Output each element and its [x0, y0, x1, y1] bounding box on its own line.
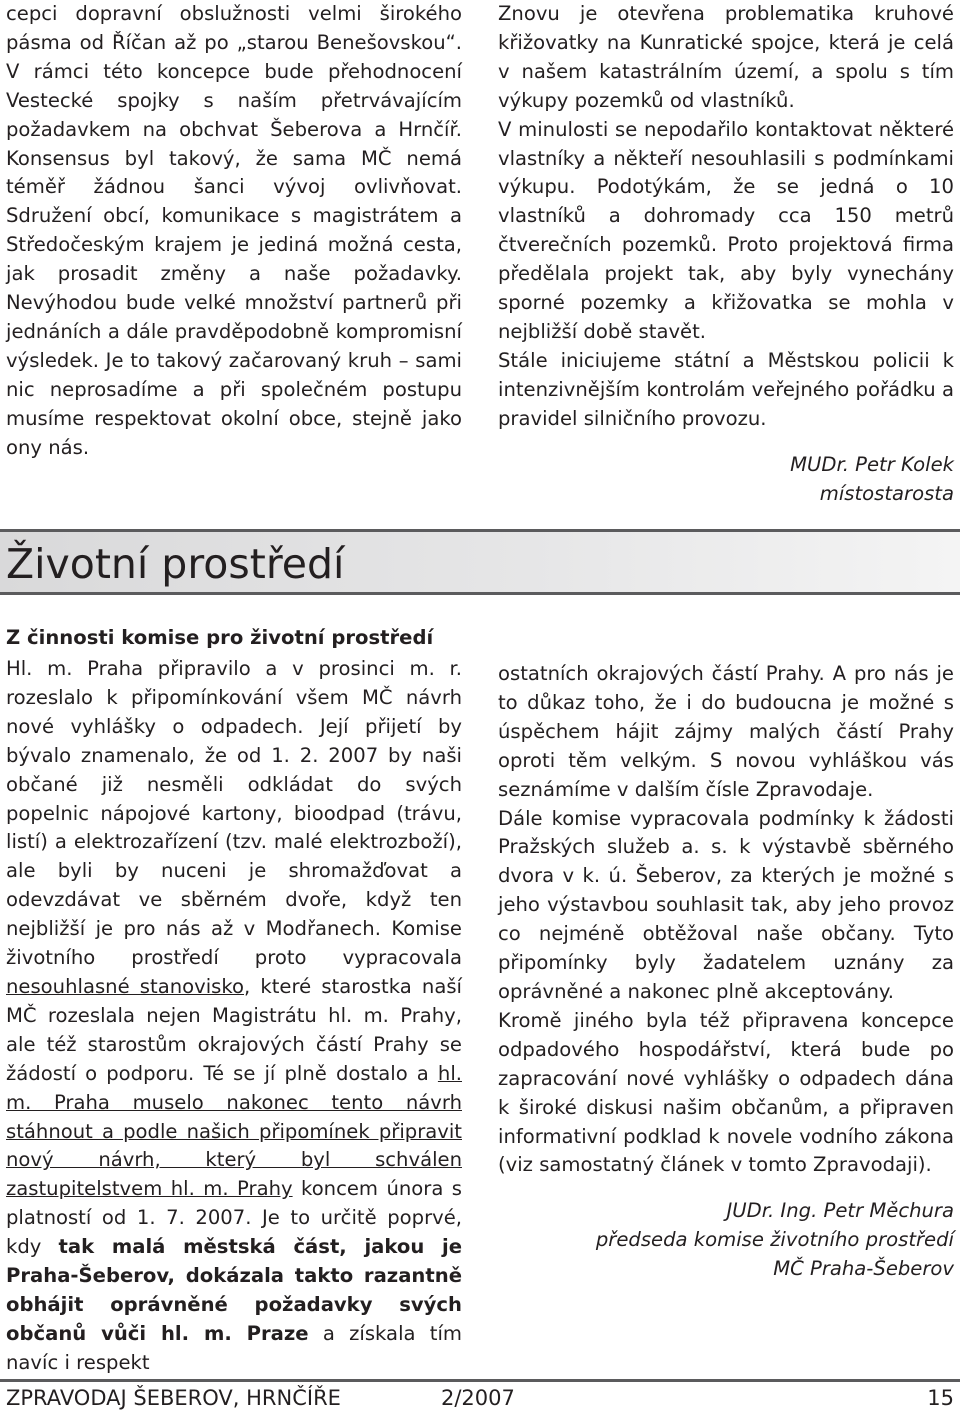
text-run: a získala tím navíc i respekt: [6, 1321, 462, 1374]
paragraph: Stále iniciujeme státní a Městskou policii k intenzivnějším kontrolám veřejného pořádku a pravidel silničního provozu.: [498, 348, 954, 430]
article-column-top-right: [498, 0, 954, 508]
paragraph: Znovu je otevřena problematika kruhové křižovatky na Kunratické spojce, která je celá v našem katastrálním území, a spolu s tím výkupy pozemků od vlastníků.: [498, 2, 954, 112]
paragraph: Kromě jiného byla též připravena koncepce odpadového hospodářství, která bude po zapracování nové vyhlášky o odpadech dána k široké diskusi našim občanům, a připraven informativní podklad k novele vodního zákona (viz samostatný článek v tomto Zpravodaji).: [498, 1008, 954, 1177]
signature-role: předseda komise životního prostředí: [595, 1228, 954, 1252]
paragraph: cepci dopravní obslužnosti velmi širokého pásma od Říčan až po „starou Benešovskou“. V rámci této koncepce bude přehodnocení Vestecké spojky s naším přetrvávajícím požadavkem na obchvat Šeberova a Hrnčíř. Konsensus byl takový, že sama MČ nemá téměř žádnou šanci vývoj ovlivňovat. Sdružení obcí, komunikace s magistrátem a Středočeským krajem je jediná možná cesta, jak prosadit změny a naše požadavky. Nevýhodou bude velké množství partnerů při jednáních a dále pravděpodobně kompromisní výsledek. Je to takový začarovaný kruh – sami nic neprosadíme a při společném postupu musíme respektovat okolní obce, stejně jako ony nás.: [6, 2, 462, 459]
underlined-text: hl. m. Praha muselo nakonec tento návrh stáhnout a podle našich připomínek připravit nový návrh, který byl schválen zastupitelstvem hl. m. Prahy: [6, 1061, 462, 1201]
section-title: Životní prostředí: [6, 540, 345, 588]
page-number: 15: [927, 1386, 954, 1410]
signature-name: JUDr. Ing. Petr Měchura: [726, 1199, 954, 1223]
signature-name: MUDr. Petr Kolek: [790, 452, 954, 476]
article-column-bottom-right: [498, 660, 954, 1284]
text-run: koncem února s platností od 1. 7. 2007. Je to určitě poprvé, kdy: [6, 1177, 462, 1259]
underlined-text: nesouhlasné stanovisko: [6, 974, 244, 998]
article-column-bottom-left: [6, 655, 462, 1378]
signature-role: místostarosta: [819, 481, 954, 505]
paragraph: ostatních okrajových částí Prahy. A pro nás je to důkaz toho, že i do budoucna je možné s úspěchem hájit zájmy malých částí Prahy oproti těm velkým. S novou vyhláškou vás seznámíme v dalším čísle Zpravodaje.: [498, 662, 954, 801]
article-column-top-left: [6, 0, 462, 463]
paragraph: V minulosti se nepodařilo kontaktovat některé vlastníky a někteří nesouhlasili s podmínkami výkupu. Podotýkám, že se jedná o 10 vlastníků a dohromady cca 150 metrů čtverečních pozemků. Proto projektová firma předělala projekt tak, aby byly vynechány sporné pozemky a křižovatka se mohla v nejbližší době stavět.: [498, 117, 954, 343]
paragraph: [6, 655, 462, 1378]
paragraph: Dále komise vypracovala podmínky k žádosti Pražských služeb a. s. k výstavbě sběrného dvora v k. ú. Šeberov, za kterých je možné s jeho výstavbou souhlasit tak, aby jeho provoz co nejméně obtěžoval naše občany. Tyto připomínky byly žadatelem uznány za oprávněné a nakonec plně akceptovány.: [498, 806, 954, 1003]
bold-text: tak malá městská část, jakou je Praha-Šeberov, dokázala takto razantně obhájit oprávněné požadavky svých občanů vůči hl. m. Praze: [6, 1235, 463, 1345]
section-banner: [0, 529, 960, 595]
page-footer: [0, 1379, 960, 1412]
issue-number: 2/2007: [441, 1386, 515, 1410]
text-run: Hl. m. Praha připravilo a v prosinci m. r. rozeslalo k připomínkování všem MČ návrh nové vyhlášky o odpadech. Její přijetí by bývalo znamenalo, že od 1. 2. 2007 by naši občané již nesměli odkládat do svých popelnic nápojové kartony, bioodpad (trávu, listí) a elektrozařízení (tzv. malé elektrozboží), ale byli by nuceni je shromažďovat a odevzdávat ve sběrném dvoře, když ten nejbližší je pro nás až v Modřanech. Komise životního prostředí proto vypracovala: [6, 657, 462, 970]
article-subheading: Z činnosti komise pro životní prostředí: [6, 626, 434, 649]
text-run: , které starostka naší MČ rozeslala nejen Magistrátu hl. m. Prahy, ale též starostům okrajových částí Prahy se žádostí o podporu. Té se jí plně dostalo a: [6, 974, 462, 1085]
signature-organization: MČ Praha-Šeberov: [773, 1257, 954, 1281]
publication-name: ZPRAVODAJ ŠEBEROV, HRNČÍŘE: [6, 1386, 341, 1410]
